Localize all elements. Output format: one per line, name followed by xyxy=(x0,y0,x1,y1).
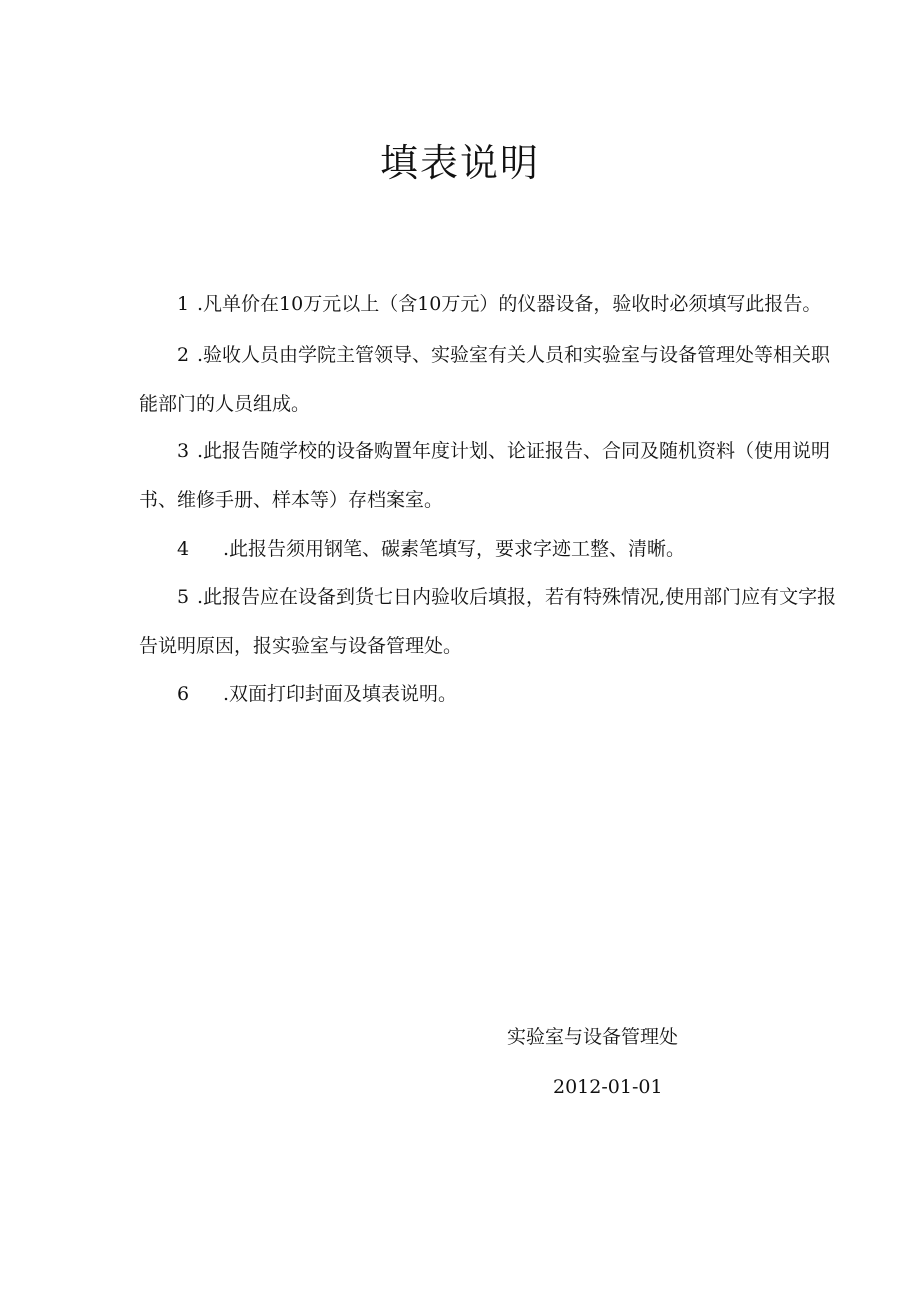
item-2-line-2: 能部门的人员组成。 xyxy=(139,393,311,415)
item-number: 6 xyxy=(177,683,190,705)
item-number: 5 xyxy=(177,586,190,608)
item-text: .凡单价在10万元以上（含10万元）的仪器设备，验收时必须填写此报告。 xyxy=(197,293,822,315)
item-3-line-2: 书、维修手册、样本等）存档案室。 xyxy=(139,489,444,511)
item-text: .验收人员由学院主管领导、实验室有关人员和实验室与设备管理处等相关职 xyxy=(197,344,831,366)
item-3-line-1 xyxy=(177,437,830,465)
item-number: 2 xyxy=(177,344,190,366)
signature-date: 2012-01-01 xyxy=(553,1076,663,1098)
item-5-line-2: 告说明原因，报实验室与设备管理处。 xyxy=(139,635,463,657)
item-number: 1 xyxy=(177,293,190,315)
item-text: .此报告须用钢笔、碳素笔填写，要求字迹工整、清晰。 xyxy=(223,538,686,560)
signature-office: 实验室与设备管理处 xyxy=(507,1026,679,1048)
item-5-line-1 xyxy=(177,583,836,611)
item-1-line-1 xyxy=(177,290,821,318)
item-2-line-1 xyxy=(177,341,830,369)
item-6-line-1 xyxy=(177,680,457,708)
item-number: 4 xyxy=(177,538,190,560)
item-number: 3 xyxy=(177,440,190,462)
item-4-line-1 xyxy=(177,535,685,563)
item-text: .此报告随学校的设备购置年度计划、论证报告、合同及随机资料（使用说明 xyxy=(197,440,831,462)
page-title: 填表说明 xyxy=(379,141,540,185)
item-text: .此报告应在设备到货七日内验收后填报，若有特殊情况,使用部门应有文字报 xyxy=(197,586,837,608)
item-text: .双面打印封面及填表说明。 xyxy=(223,683,458,705)
